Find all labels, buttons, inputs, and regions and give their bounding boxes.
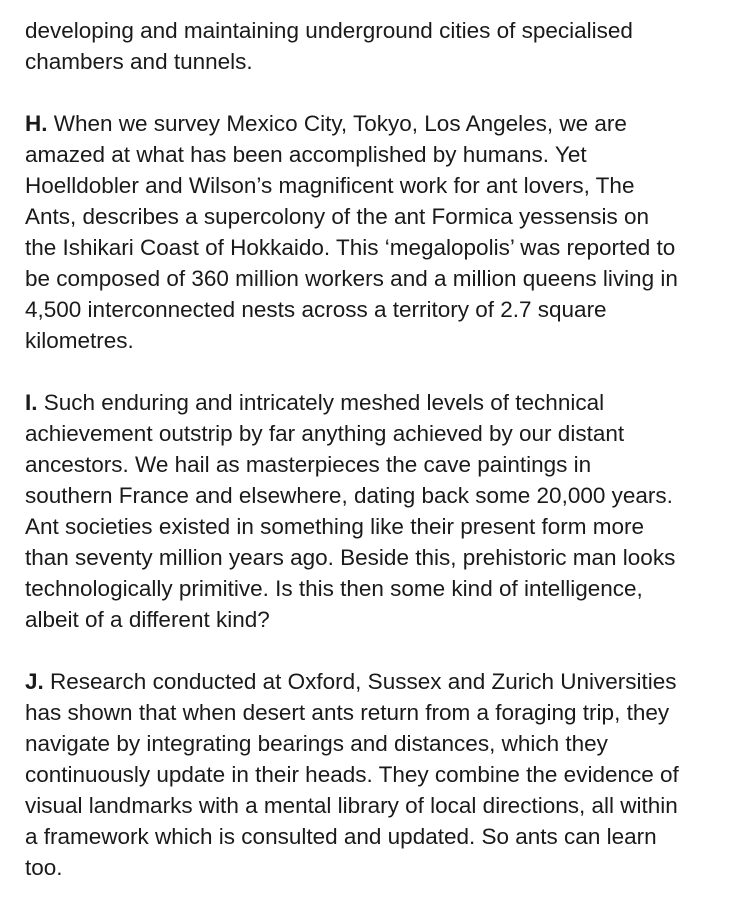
text-line: ancestors. We hail as masterpieces the cave paintings in [25, 452, 592, 477]
text-fragment: Research conducted at Oxford, Sussex and Zurich Universities [43, 669, 677, 694]
paragraph-i [25, 387, 725, 635]
text-line: technologically primitive. Is this then some kind of intelligence, [25, 576, 643, 601]
text-line: Ants, describes a supercolony of the ant Formica yessensis on [25, 204, 650, 229]
text-fragment: Such enduring and intricately meshed levels of technical [37, 390, 605, 415]
text-line: kilometres. [25, 328, 134, 353]
text-line [25, 387, 725, 418]
text-line: too. [25, 855, 63, 880]
text-fragment: When we survey Mexico City, Tokyo, Los Angeles, we are [47, 111, 627, 136]
text-line: a framework which is consulted and updated. So ants can learn [25, 824, 657, 849]
paragraph-label: J. [25, 669, 44, 694]
text-line: than seventy million years ago. Beside this, prehistoric man looks [25, 545, 676, 570]
text-line [25, 666, 725, 697]
text-line: continuously update in their heads. They combine the evidence of [25, 762, 679, 787]
text-line [25, 108, 725, 139]
text-line: 4,500 interconnected nests across a territory of 2.7 square [25, 297, 607, 322]
text-line: chambers and tunnels. [25, 49, 253, 74]
text-line: Hoelldobler and Wilson’s magnificent work for ant lovers, The [25, 173, 635, 198]
paragraph-h [25, 108, 725, 356]
paragraph-g-continuation [25, 15, 725, 77]
paragraph-j [25, 666, 725, 883]
text-line: Ant societies existed in something like their present form more [25, 514, 645, 539]
text-line: southern France and elsewhere, dating back some 20,000 years. [25, 483, 673, 508]
text-line: be composed of 360 million workers and a million queens living in [25, 266, 678, 291]
text-line: albeit of a different kind? [25, 607, 270, 632]
text-line: developing and maintaining underground cities of specialised [25, 18, 633, 43]
paragraph-label: H. [25, 111, 48, 136]
text-line: has shown that when desert ants return from a foraging trip, they [25, 700, 670, 725]
document-page [25, 15, 725, 914]
paragraph-label: I. [25, 390, 38, 415]
text-line: amazed at what has been accomplished by humans. Yet [25, 142, 587, 167]
text-line: achievement outstrip by far anything achieved by our distant [25, 421, 625, 446]
text-line: the Ishikari Coast of Hokkaido. This ‘megalopolis’ was reported to [25, 235, 676, 260]
text-line: visual landmarks with a mental library of local directions, all within [25, 793, 678, 818]
text-line: navigate by integrating bearings and distances, which they [25, 731, 608, 756]
